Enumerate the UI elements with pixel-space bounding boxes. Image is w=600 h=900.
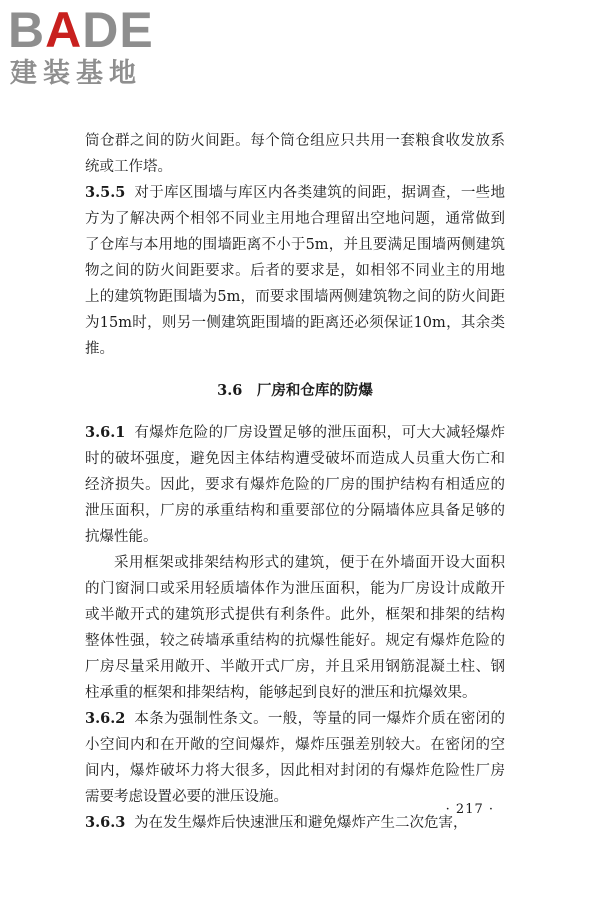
continuation-paragraph: 筒仓群之间的防火间距。每个筒仓组应只共用一套粮食收发放系统或工作塔。	[85, 133, 505, 175]
clause-text: 为在发生爆炸后快速泄压和避免爆炸产生二次危害，	[134, 815, 468, 831]
section-number: 3.6	[217, 382, 243, 399]
logo-letter-a: A	[45, 2, 83, 58]
bade-logo	[8, 4, 178, 94]
logo-letter-b: B	[8, 2, 46, 58]
page-number: · 217 ·	[445, 802, 494, 817]
logo-wordmark	[8, 4, 154, 56]
section-heading	[85, 378, 505, 404]
clause-text: 本条为强制性条文。一般，等量的同一爆炸介质在密闭的小空间内和在开敞的空间爆炸，爆炸压强差别较大。在密闭的空间内，爆炸破坏力将大很多，因此相对封闭的有爆炸危险性厂房需要考虑设置必要的泄压设施。	[85, 711, 505, 805]
clause-number: 3.6.2	[85, 710, 126, 727]
logo-subtitle: 建装基地	[10, 58, 142, 89]
document-body	[85, 128, 505, 836]
clause-3-6-2	[85, 706, 505, 810]
clause-number: 3.6.3	[85, 814, 126, 831]
clause-number: 3.6.1	[85, 424, 126, 441]
clause-text: 对于库区围墙与库区内各类建筑的间距，据调查，一些地方为了解决两个相邻不同业主用地合理留出空地问题，通常做到了仓库与本用地的围墙距离不小于5m，并且要满足围墙两侧建筑物之间的防火间距要求。后者的要求是，如相邻不同业主的用地上的建筑物距围墙为5m，而要求围墙两侧建筑物之间的防火间距为15m时，则另一侧建筑距围墙的距离还必须保证10m，其余类推。	[85, 185, 505, 357]
clause-3-5-5	[85, 180, 505, 362]
clause-3-6-1-paragraph-2: 采用框架或排架结构形式的建筑，便于在外墙面开设大面积的门窗洞口或采用轻质墙体作为泄压面积，能为厂房设计成敞开或半敞开式的建筑形式提供有利条件。此外，框架和排架的结构整体性强，较之砖墙承重结构的抗爆性能好。规定有爆炸危险的厂房尽量采用敞开、半敞开式厂房，并且采用钢筋混凝土柱、钢柱承重的框架和排架结构，能够起到良好的泄压和抗爆效果。	[85, 555, 505, 701]
clause-3-6-3	[85, 810, 505, 836]
clause-number: 3.5.5	[85, 184, 126, 201]
section-title: 厂房和仓库的防爆	[256, 382, 373, 399]
clause-text: 有爆炸危险的厂房设置足够的泄压面积，可大大减轻爆炸时的破坏强度，避免因主体结构遭受破坏而造成人员重大伤亡和经济损失。因此，要求有爆炸危险的厂房的围护结构有相适应的泄压面积，厂房的承重结构和重要部位的分隔墙体应具备足够的抗爆性能。	[85, 425, 505, 545]
clause-3-6-1	[85, 420, 505, 550]
logo-letters-de: DE	[82, 2, 154, 58]
